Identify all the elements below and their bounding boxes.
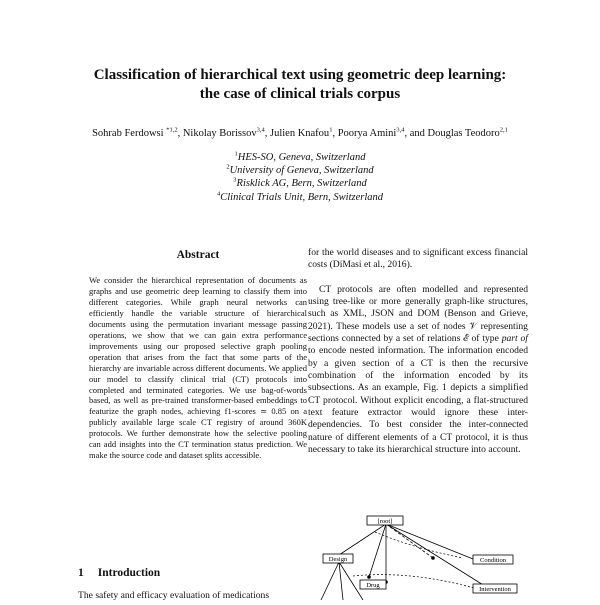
author-sup: 1 xyxy=(329,126,333,134)
math-symbol: ℰ xyxy=(463,333,469,345)
math-symbol: 𝒱 xyxy=(469,320,478,332)
node-dot xyxy=(367,575,371,579)
section-title: Introduction xyxy=(97,567,161,579)
edge xyxy=(321,562,339,600)
affiliation xyxy=(0,191,600,204)
node-root xyxy=(367,516,403,525)
node-label: Design xyxy=(328,556,348,563)
emphasis: part of xyxy=(501,333,528,345)
author-sup: *1,2 xyxy=(166,126,178,134)
section-heading xyxy=(78,567,160,579)
author-separator: , and xyxy=(404,128,428,139)
author-name: Sohrab Ferdowsi xyxy=(92,128,164,139)
affiliation-text: Clinical Trials Unit, Bern, Switzerland xyxy=(220,191,383,203)
abstract-heading: Abstract xyxy=(176,249,220,261)
author-separator: , xyxy=(264,128,270,139)
node-condition xyxy=(473,555,513,564)
title-line-2: the case of clinical trials corpus xyxy=(199,86,401,102)
author-name: Poorya Amini xyxy=(337,128,397,139)
edge xyxy=(386,524,433,558)
node-dot xyxy=(431,556,435,560)
node-label: Condition xyxy=(479,557,507,564)
node-intervention xyxy=(473,584,517,593)
text-run: to encode nested information. The information encoded by a given section of a CT is then the recursive combination of the information encoded by its subsections. As an example, Fig. 1 depicts a simplified CT protocol. Without explicit encoding, a flat-structured text feature extractor would ignore these inter-dependencies. To best consider the inter-connected nature of different elements of a CT protocol, it is thus necessary to take its hierarchical structure into account. xyxy=(308,345,528,456)
author-separator: , xyxy=(177,128,183,139)
affiliation-sup: 4 xyxy=(216,190,221,198)
node-label: [root] xyxy=(377,518,393,525)
author-list xyxy=(0,127,600,140)
edge xyxy=(386,524,478,561)
tree-diagram xyxy=(313,458,533,600)
paper-title xyxy=(0,66,600,104)
node-drug xyxy=(360,580,386,589)
author-sup: 3,4 xyxy=(396,126,405,134)
node-label: Intervention xyxy=(479,586,511,593)
affiliation-text: Risklick AG, Bern, Switzerland xyxy=(236,178,367,190)
affiliation xyxy=(0,151,600,164)
author-name: Douglas Teodoro xyxy=(427,128,500,139)
text-run: of type xyxy=(468,333,502,345)
affiliation-text: University of Geneva, Switzerland xyxy=(229,165,374,177)
affiliation-sup: 3 xyxy=(233,176,237,184)
figure-tree xyxy=(313,458,533,600)
affiliation-sup: 2 xyxy=(226,163,230,171)
author-name: Nikolay Borissov xyxy=(182,128,257,139)
affiliation-text: HES-SO, Geneva, Switzerland xyxy=(237,152,366,163)
title-line-1: Classification of hierarchical text using geometric deep learning: xyxy=(93,67,507,83)
right-column xyxy=(308,247,528,469)
affiliation xyxy=(0,177,600,190)
affiliation-list xyxy=(0,151,600,204)
author-name: Julien Knafou xyxy=(269,128,330,139)
affiliation-sup: 1 xyxy=(234,150,238,158)
paragraph: for the world diseases and to significant excess financial costs (DiMasi et al., 2016). xyxy=(308,247,528,271)
affiliation xyxy=(0,164,600,177)
author-separator: , xyxy=(332,128,338,139)
intro-paragraph: The safety and efficacy evaluation of medications xyxy=(78,590,270,601)
edge xyxy=(369,524,386,577)
text-run: CT protocols are often modelled and represented using tree-like or more generally graph-like structures, such as XML, JSON and DOM (Benson and Grieve, 2021). These models use a set of nodes xyxy=(308,283,528,332)
author-sup: 2,1 xyxy=(499,126,508,134)
text-run: representing sections connected by a set of relations xyxy=(308,320,528,345)
paragraph xyxy=(308,284,528,457)
author-sup: 3,4 xyxy=(256,126,265,134)
node-label: Drug xyxy=(366,582,380,589)
node-design xyxy=(323,554,353,563)
abstract-text: We consider the hierarchical representation of documents as graphs and use geometric deep learning to classify them into different categories. While graph neural networks can efficiently handle the variable structure of hierarchical documents using the permutation invariant message passing operations, we show that we can gain extra performance improvements using our proposed selective graph pooling operation that arises from the fact that some parts of the hierarchy are invariable across different documents. We applied our model to classify clinical trial (CT) protocols into completed and terminated categories. We use bag-of-words based, as well as pre-trained transformer-based embeddings to featurize the graph nodes, achieving f1-scores ≃ 0.85 on a publicly available large scale CT registry of around 360K protocols. We further demonstrate how the selective pooling can add insights into the CT termination status prediction. We make the source code and dataset splits accessible. xyxy=(89,275,307,461)
edge xyxy=(339,524,386,555)
section-number: 1 xyxy=(78,567,84,579)
